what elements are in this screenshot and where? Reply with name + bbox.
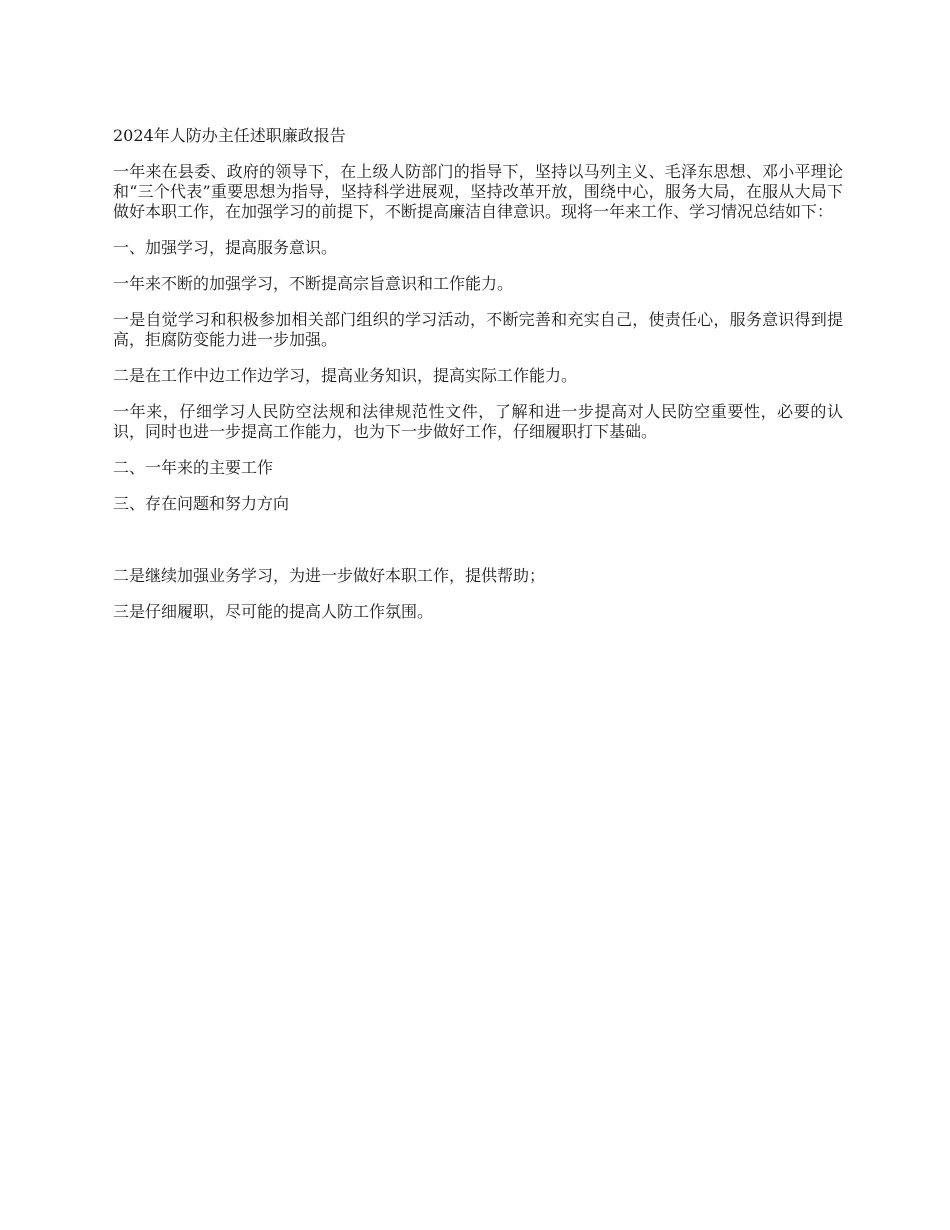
paragraph-point-1: 一是自觉学习和积极参加相关部门组织的学习活动，不断完善和充实自己，使责任心，服务意识得到提高，拒腐防变能力进一步加强。 — [113, 310, 843, 349]
paragraph-direction-3: 三是仔细履职，尽可能的提高人防工作氛围。 — [113, 602, 434, 621]
heading-section-1: 一、加强学习，提高服务意识。 — [113, 238, 338, 257]
paragraph-direction-2: 二是继续加强业务学习，为进一步做好本职工作，提供帮助； — [113, 566, 546, 585]
document-title: 2024年人防办主任述职廉政报告 — [113, 126, 346, 145]
paragraph-study-summary: 一年来不断的加强学习，不断提高宗旨意识和工作能力。 — [113, 274, 514, 293]
blank-gap — [113, 530, 843, 566]
heading-section-2: 二、一年来的主要工作 — [113, 458, 274, 477]
document-body — [113, 126, 843, 638]
paragraph-intro: 一年来在县委、政府的领导下，在上级人防部门的指导下，坚持以马列主义、毛泽东思想、邓小平理论和“三个代表”重要思想为指导，坚持科学进展观，坚持改革开放，围绕中心，服务大局，在服从大局下做好本职工作，在加强学习的前提下，不断提高廉洁自律意识。现将一年来工作、学习情况总结如下： — [113, 162, 843, 221]
paragraph-point-2: 二是在工作中边工作边学习，提高业务知识，提高实际工作能力。 — [113, 366, 578, 385]
heading-section-3: 三、存在问题和努力方向 — [113, 494, 290, 513]
paragraph-law-study: 一年来，仔细学习人民防空法规和法律规范性文件，了解和进一步提高对人民防空重要性，必要的认识，同时也进一步提高工作能力，也为下一步做好工作，仔细履职打下基础。 — [113, 402, 843, 441]
